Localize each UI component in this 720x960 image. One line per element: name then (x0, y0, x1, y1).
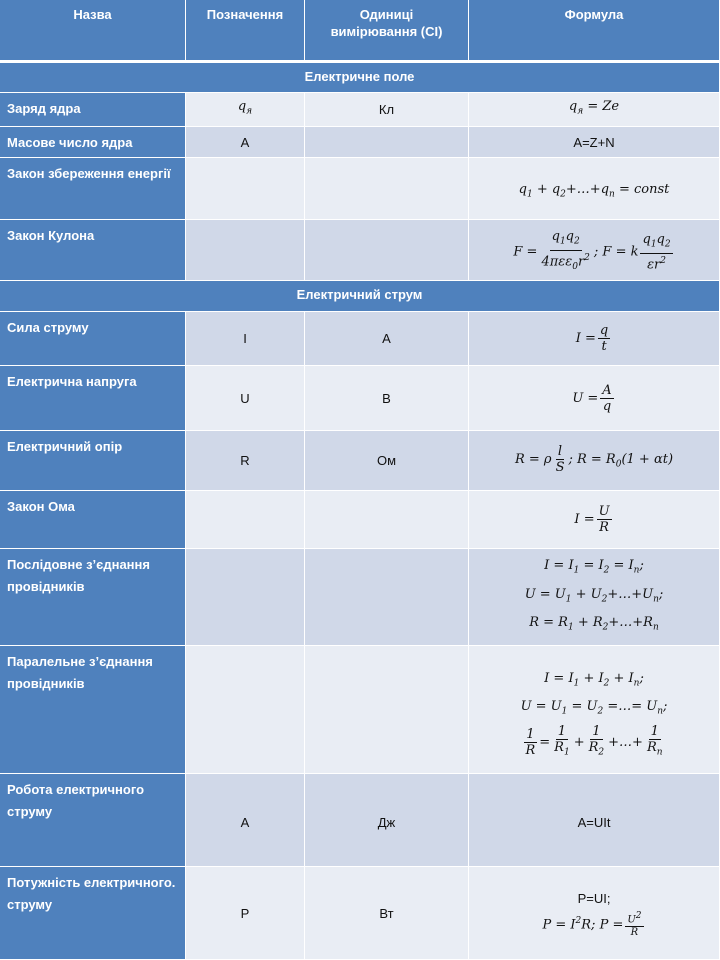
row-formula: $I = I_1 = I_2 = I_n$; $U = U_1$ + $U_2+\dots+U_n$; $R = R_1$ + $R_2+\dots+R_n$ (469, 549, 720, 646)
header-name: Назва (0, 0, 186, 61)
row-formula: $q_я = Ze$ (469, 93, 720, 127)
row-formula: A=UIt (469, 774, 720, 867)
row-symbol (186, 93, 305, 127)
row-name: Закон Кулона (0, 220, 186, 281)
row-symbol: A (186, 774, 305, 867)
row-formula: P=UI; $P = I^2R$; P = $\frac{U^2}{R}$ (469, 867, 720, 960)
row-formula: U = $\frac{A}{q}$ (469, 366, 720, 431)
header-formula: Формула (469, 0, 720, 61)
row-units (305, 549, 469, 646)
row-symbol (186, 646, 305, 774)
row-units: Дж (305, 774, 469, 867)
row-symbol (186, 220, 305, 281)
row-units: В (305, 366, 469, 431)
row-name: Масове число ядра (0, 127, 186, 158)
row-symbol (186, 491, 305, 549)
section-electric-current: Електричний струм (0, 281, 720, 312)
row-units (305, 491, 469, 549)
row-units: Кл (305, 93, 469, 127)
row-units: А (305, 312, 469, 366)
row-symbol: P (186, 867, 305, 960)
row-symbol: I (186, 312, 305, 366)
row-formula: $I = I_1 + I_2 + I_n$; $U = U_1 = U_2$ =…= $U_n$; $\frac{1}{R}$ = $\frac{1}{R_1}$ + $\frac{1}{R_2}$ +…+ $\frac{1}{R_n}$ (469, 646, 720, 774)
row-symbol (186, 549, 305, 646)
row-name: Заряд ядра (0, 93, 186, 127)
row-symbol (186, 158, 305, 220)
row-symbol: A (186, 127, 305, 158)
row-name: Закон Ома (0, 491, 186, 549)
row-name: Послідовне з’єднання провідників (0, 549, 186, 646)
row-name: Робота електричного струму (0, 774, 186, 867)
row-name: Електрична напруга (0, 366, 186, 431)
row-name: Потужність електричного. струму (0, 867, 186, 960)
row-formula: I = $\frac{q}{t}$ (469, 312, 720, 366)
row-formula: I = $\frac{U}{R}$ (469, 491, 720, 549)
row-formula: A=Z+N (469, 127, 720, 158)
row-units (305, 158, 469, 220)
row-units (305, 127, 469, 158)
row-units (305, 220, 469, 281)
section-electric-field: Електричне поле (0, 63, 720, 93)
row-units: Ом (305, 431, 469, 491)
symbol-q-nucleus: $q_я$ (237, 99, 253, 117)
row-symbol: R (186, 431, 305, 491)
row-name: Закон збереження енергії (0, 158, 186, 220)
row-units (305, 646, 469, 774)
row-name: Сила струму (0, 312, 186, 366)
row-formula: $q_1$ + $q_2+\dots+q_n$ = const (469, 158, 720, 220)
row-units: Вт (305, 867, 469, 960)
row-formula: R = ρ $\frac{l}{S}$ ; $R = R_0(1 + \alpha t)$ (469, 431, 720, 491)
header-units: Одиниці вимірювання (СІ) (305, 0, 469, 61)
row-formula: F = $\frac{q_1q_2}{4\pi\varepsilon\varepsilon_0r^2}$ ; F = k $\frac{q_1q_2}{\varepsilon r^2}$ (469, 220, 720, 281)
header-symbol: Позначення (186, 0, 305, 61)
row-symbol: U (186, 366, 305, 431)
row-name: Паралельне з’єднання провідників (0, 646, 186, 774)
row-name: Електричний опір (0, 431, 186, 491)
